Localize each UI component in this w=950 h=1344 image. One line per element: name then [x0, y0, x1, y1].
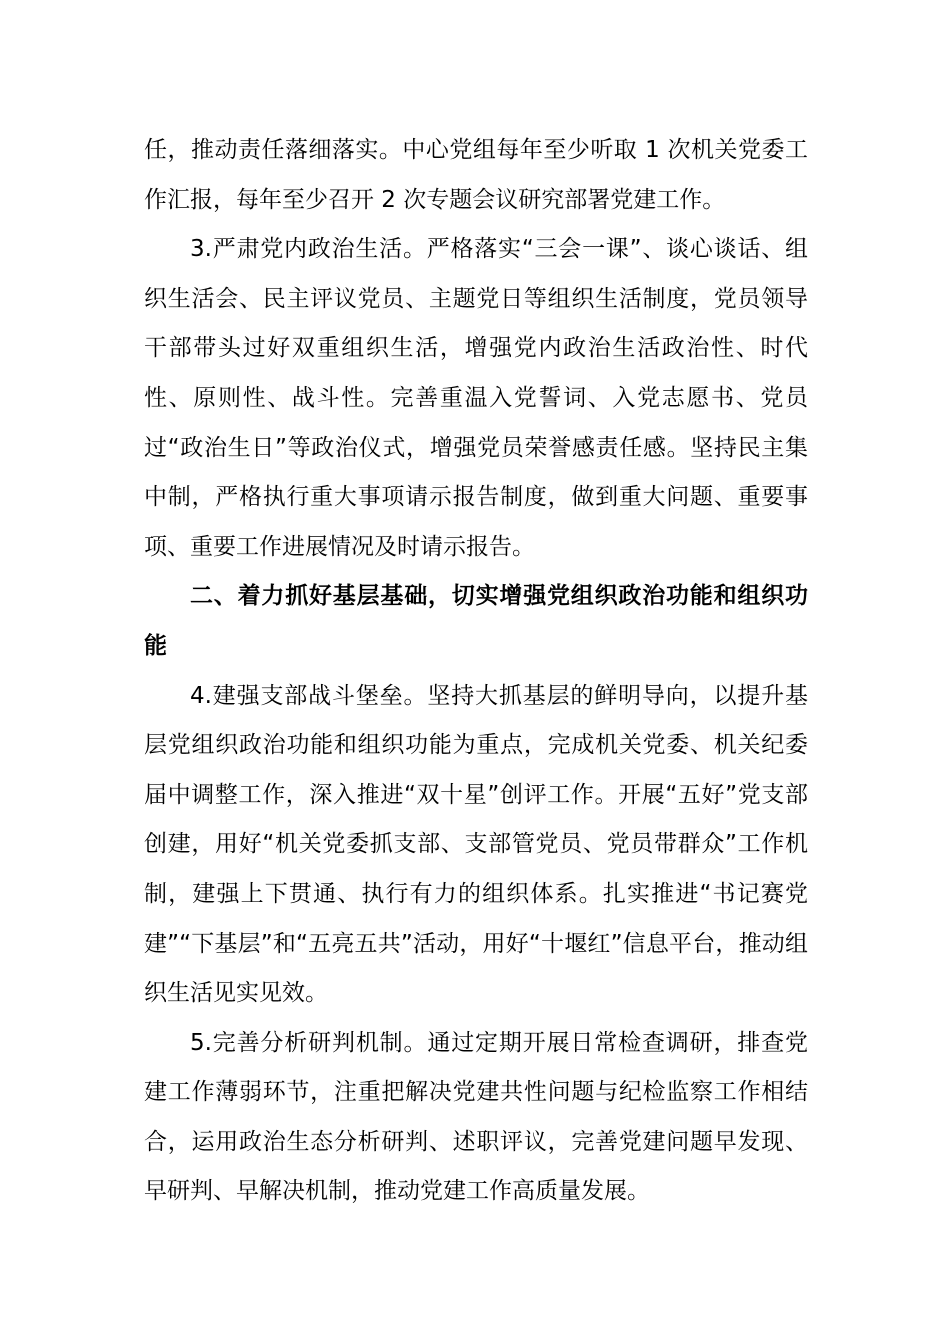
paragraph-item-3: 3.严肃党内政治生活。严格落实“三会一课”、谈心谈话、组织生活会、民主评议党员、主题党日等组织生活制度，党员领导干部带头过好双重组织生活，增强党内政治生活政治性、时代性、原则性、战斗性。完善重温入党誓词、入党志愿书、党员过“政治生日”等政治仪式，增强党员荣誉感责任感。坚持民主集中制，严格执行重大事项请示报告制度，做到重大问题、重要事项、重要工作进展情况及时请示报告。	[144, 236, 808, 560]
paragraph-item-4: 4.建强支部战斗堡垒。坚持大抓基层的鲜明导向，以提升基层党组织政治功能和组织功能为重点，完成机关党委、机关纪委届中调整工作，深入推进“双十星”创评工作。开展“五好”党支部创建，用好“机关党委抓支部、支部管党员、党员带群众”工作机制，建强上下贯通、执行有力的组织体系。扎实推进“书记赛党建”“下基层”和“五亮五共”活动，用好“十堰红”信息平台，推动组织生活见实见效。	[144, 682, 808, 1007]
section-heading-2: 二、着力抓好基层基础，切实增强党组织政治功能和组织功能	[144, 583, 808, 659]
paragraph-item-5: 5.完善分析研判机制。通过定期开展日常检查调研，排查党建工作薄弱环节，注重把解决党建共性问题与纪检监察工作相结合，运用政治生态分析研判、述职评议，完善党建问题早发现、早研判、早解决机制，推动党建工作高质量发展。	[144, 1029, 808, 1205]
document-body	[144, 126, 808, 1217]
paragraph-continuation: 任，推动责任落细落实。中心党组每年至少听取 1 次机关党委工作汇报，每年至少召开 2 次专题会议研究部署党建工作。	[144, 137, 808, 213]
